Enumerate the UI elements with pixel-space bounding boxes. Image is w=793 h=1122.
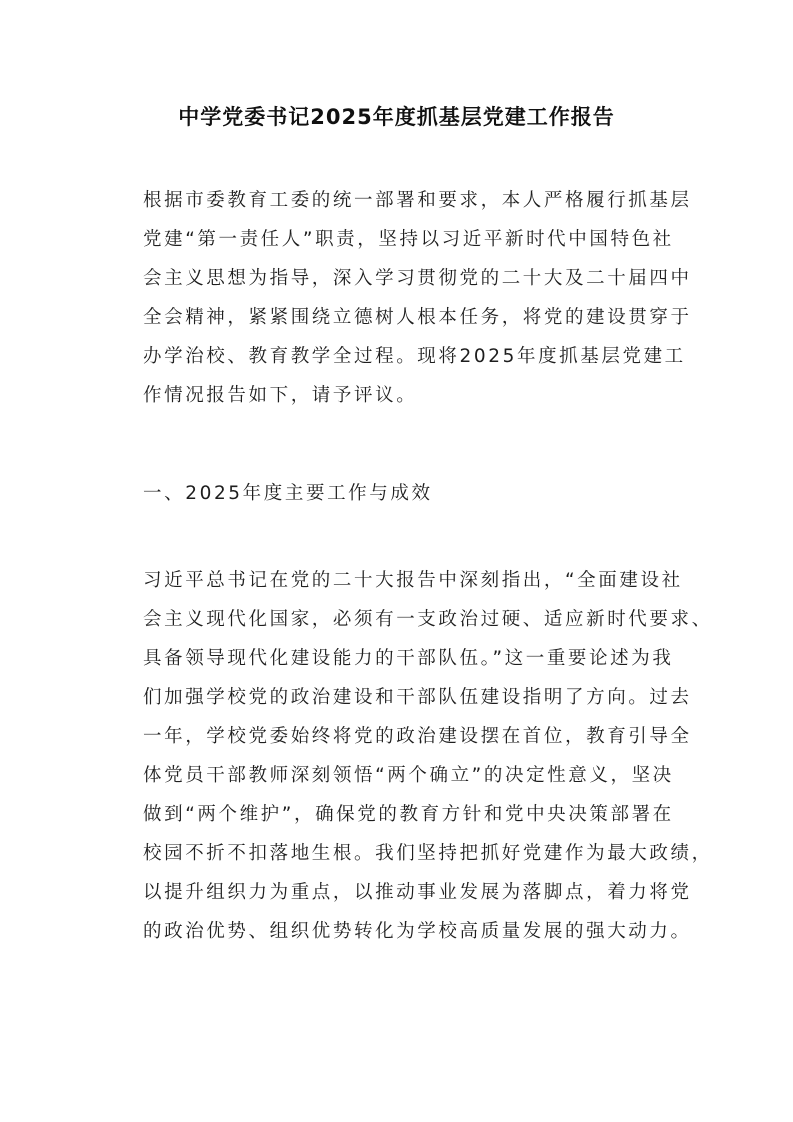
paragraph-line: 以提升组织力为重点，以推动事业发展为落脚点，着力将党 xyxy=(143,882,692,903)
paragraph-line: 习近平总书记在党的二十大报告中深刻指出，“全面建设社 xyxy=(143,570,683,591)
section-1-paragraph xyxy=(143,561,713,951)
paragraph-line: 根据市委教育工委的统一部署和要求，本人严格履行抓基层 xyxy=(143,190,692,211)
document-title: 中学党委书记2025年度抓基层党建工作报告 xyxy=(178,105,615,129)
paragraph-line: 会主义思想为指导，深入学习贯彻党的二十大及二十届四中 xyxy=(143,268,692,289)
intro-paragraph xyxy=(143,181,703,415)
paragraph-line: 办学治校、教育教学全过程。现将2025年度抓基层党建工 xyxy=(143,346,686,367)
paragraph-line: 做到“两个维护”，确保党的教育方针和党中央决策部署在 xyxy=(143,804,674,825)
paragraph-line: 党建“第一责任人”职责，坚持以习近平新时代中国特色社 xyxy=(143,229,674,250)
paragraph-line: 的政治优势、组织优势转化为学校高质量发展的强大动力。 xyxy=(143,921,692,942)
paragraph-line: 一年，学校党委始终将党的政治建设摆在首位，教育引导全 xyxy=(143,726,692,747)
paragraph-line: 具备领导现代化建设能力的干部队伍。”这一重要论述为我 xyxy=(143,648,674,669)
paragraph-line: 作情况报告如下，请予评议。 xyxy=(143,385,418,406)
section-heading: 一、2025年度主要工作与成效 xyxy=(143,483,433,504)
paragraph-line: 会主义现代化国家，必须有一支政治过硬、适应新时代要求、 xyxy=(143,609,713,630)
paragraph-line: 校园不折不扣落地生根。我们坚持把抓好党建作为最大政绩， xyxy=(143,843,713,864)
paragraph-line: 全会精神，紧紧围绕立德树人根本任务，将党的建设贯穿于 xyxy=(143,307,692,328)
paragraph-line: 们加强学校党的政治建设和干部队伍建设指明了方向。过去 xyxy=(143,687,692,708)
paragraph-line: 体党员干部教师深刻领悟“两个确立”的决定性意义，坚决 xyxy=(143,765,674,786)
